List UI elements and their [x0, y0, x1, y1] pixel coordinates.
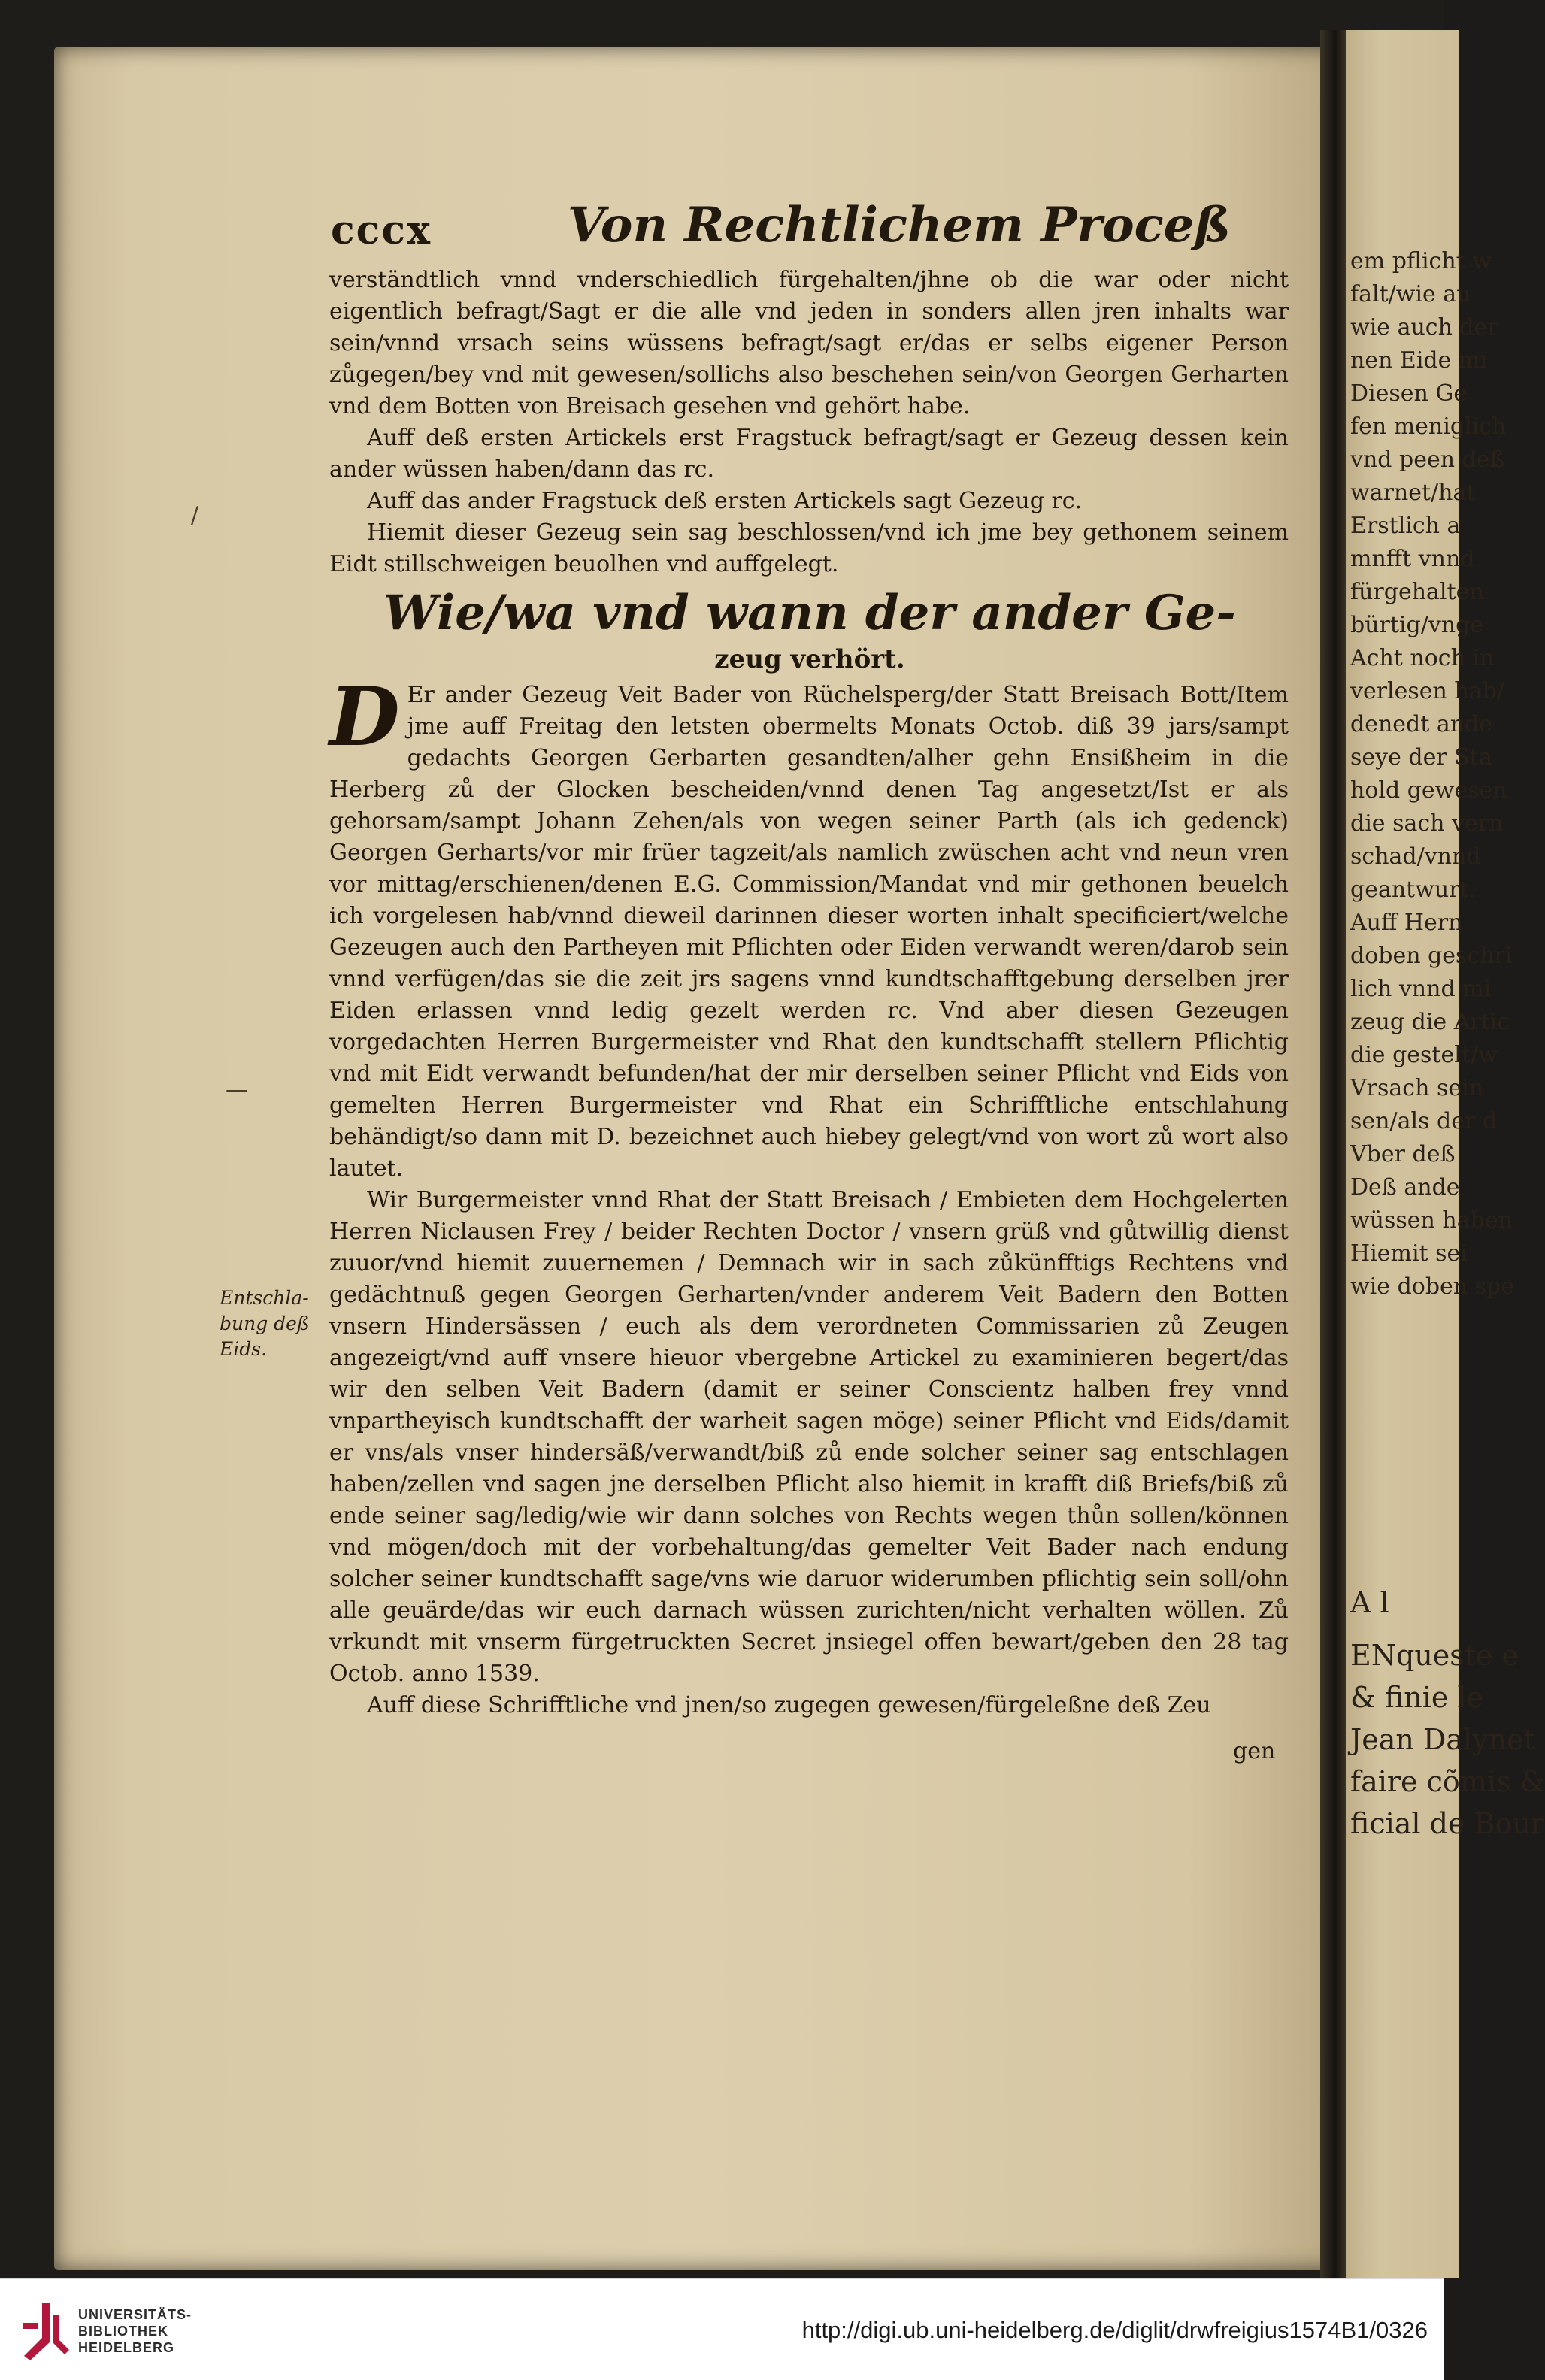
document-url[interactable]: http://digi.ub.uni-heidelberg.de/diglit/drwfreigius1574B1/0326 [801, 2317, 1428, 2343]
facing-page-line: nen Eide mi [1350, 347, 1487, 374]
facing-page-line: falt/wie au [1350, 281, 1471, 307]
facing-page-line: Deß ande [1350, 1174, 1460, 1201]
facing-page-line: schad/vnnd [1350, 843, 1481, 870]
facing-page-line: wüssen haben [1350, 1207, 1513, 1234]
facing-page-line: fürgehalten [1350, 579, 1484, 605]
paragraph [329, 670, 1289, 1185]
facing-page-line: A l [1350, 1586, 1389, 1619]
heidelberg-library-logo-icon [20, 2300, 69, 2360]
facing-page-edge [1346, 30, 1545, 2278]
facing-page-line: geantwurt. [1350, 877, 1477, 903]
facing-page-line: verlesen hab/ [1350, 678, 1504, 704]
facing-page-line: ENqueste e [1350, 1639, 1519, 1672]
facing-page-line: wie doben spe [1350, 1273, 1514, 1300]
facing-page-line: ficial de Bour [1350, 1807, 1545, 1840]
catchword: gen [1233, 1738, 1276, 1764]
paragraph: Auff deß ersten Artickels erst Fragstuck befragt/sagt er Gezeug dessen kein ander wüssen haben/dann das rc. [329, 425, 1289, 483]
facing-page-line: wie auch der [1350, 314, 1498, 341]
paragraph: Auff das ander Fragstuck deß ersten Artickels sagt Gezeug rc. [367, 488, 1083, 514]
paragraph: verständtlich vnnd vnderschiedlich fürgehalten/jhne ob die war oder nicht eigentlich befragt/Sagt er die alle vnd jeden in sonders allen jren inhalts war sein/vnnd vrsach seins wüssens befragt/sagt er/das er selbs eigener Person zůgegen/bey vnd mit gewesen/sollichs also beschehen sein/von Georgen Gerharten vnd dem Botten von Breisach gesehen vnd gehört habe. [329, 267, 1289, 419]
text-main [329, 670, 1289, 1721]
facing-page-line: doben geschri [1350, 943, 1513, 969]
facing-page-line: die gestelt/w [1350, 1042, 1498, 1068]
facing-page-line: vnd peen deß [1350, 447, 1505, 473]
facing-page-line: sen/als der d [1350, 1108, 1498, 1134]
marginal-line: Eids. [220, 1338, 268, 1360]
running-title: Von Rechtlichem Proceß [568, 197, 1231, 253]
facing-page-line: em pflicht w [1350, 248, 1492, 274]
facing-page-line: Erstlich a [1350, 513, 1461, 539]
folio-number: cccx [331, 207, 432, 253]
facing-page-line: fen meniglich [1350, 413, 1507, 440]
facing-page-line: Auff Hern [1350, 910, 1463, 936]
paragraph: Auff diese Schrifftliche vnd jnen/so zugegen gewesen/fürgeleßne deß Zeu [367, 1692, 1211, 1718]
library-line: BIBLIOTHEK [78, 2324, 168, 2339]
marginal-line: bung deß [220, 1313, 310, 1334]
facing-page-line: die sach vern [1350, 810, 1504, 837]
facing-page-line: lich vnnd mi [1350, 976, 1492, 1002]
facing-page-line: Jean Dalynet [1350, 1723, 1535, 1756]
text-top [329, 265, 1289, 580]
footer-bar [0, 2278, 1444, 2380]
library-line: HEIDELBERG [78, 2340, 175, 2355]
facing-page-line: seye der Sta [1350, 744, 1492, 771]
margin-mark-icon: — [226, 1076, 248, 1103]
facing-page-line: Vber deß [1350, 1141, 1456, 1167]
facing-page-line: zeug die Artic [1350, 1009, 1510, 1035]
marginal-line: Entschla- [220, 1287, 309, 1309]
marginal-note [220, 1285, 317, 1362]
facing-page-line: warnet/hat [1350, 480, 1476, 506]
facing-page-line: Hiemit sei [1350, 1240, 1468, 1267]
facing-page-line: denedt ande [1350, 711, 1492, 737]
facing-page-line: Acht noch in [1350, 645, 1495, 671]
heading-main: Wie/wa vnd wann der ander Ge- [383, 585, 1236, 641]
facing-page-line: bürtig/vnge [1350, 612, 1484, 638]
facing-page-line: & finie le [1350, 1681, 1484, 1714]
margin-mark-icon: / [191, 502, 199, 528]
facing-page-line: Vrsach sein [1350, 1075, 1484, 1101]
facing-page-line: hold gewesen [1350, 777, 1507, 804]
library-name [78, 2306, 192, 2356]
drop-cap: D [329, 670, 400, 765]
facing-page-line: Diesen Ge [1350, 380, 1468, 407]
facing-page-line: faire cõmis & [1350, 1765, 1545, 1798]
paragraph-text: Er ander Gezeug Veit Bader von Rüchelsperg/der Statt Breisach Bott/Item jme auff Freitag den letsten obermelts Monats Octob. diß 39 jars/sampt gedachts Georgen Gerbarten gesandten/alher gehn Ensißheim in die Herberg zů der Glocken bescheiden/vnnd denen Tag angesetzt/Ist er als gehorsam/sampt Johann Zehen/als von wegen seiner Parth (als ich gedenck) Georgen Gerharts/vor mir früer tagzeit/als namlich zwüschen acht vnd neun vren vor mittag/erschienen/denen E.G. Commission/Mandat vnd mir gethonen beuelch ich vorgelesen hab/vnnd dieweil darinnen dieser worten inhalt specificiert/welche Gezeugen auch den Partheyen mit Pflichten oder Eiden verwandt weren/darob sein vnnd verfügen/das sie die zeit jrs sagens vnnd kundtschafftgebung derselben jrer Eiden erlassen vnnd ledig gezelt werden rc. Vnd aber diesen Gezeugen vorgedachten Herren Burgermeister vnd Rhat den kundtschafft stellern Pflichtig vnd mit Eidt verwandt befunden/hat der mir derselben seiner Pflicht vnd Eids von gemelten Herren Burgermeister vnd Rhat ein Schrifftliche entschlahung behändigt/so dann mit D. bezeichnet auch hiebey gelegt/vnd von wort zů wort also lautet. [329, 682, 1289, 1182]
paragraph: Hiemit dieser Gezeug sein sag beschlossen/vnd ich jme bey gethonem seinem Eidt stillschweigen beuolhen vnd auffgelegt. [329, 519, 1289, 577]
heading-sub: zeug verhört. [714, 644, 905, 674]
facing-page-line: mnfft vnnd [1350, 546, 1475, 572]
library-line: UNIVERSITÄTS- [78, 2307, 192, 2322]
section-heading [331, 585, 1289, 677]
paragraph: Wir Burgermeister vnnd Rhat der Statt Breisach / Embieten dem Hochgelerten Herren Niclausen Frey / beider Rechten Doctor / vnsern grüß vnd gůtwillig dienst zuuor/vnd hiemit zuuernemen / Demnach wir in sach zůkünfftigs Rechtens vnd gedächtnuß gegen Georgen Gerharten/vnder anderem Veit Badern den Botten vnsern Hindersässen / euch als dem verordneten Commissarien zů Zeugen angezeigt/vnd auff vnsere hieuor vbergebne Artickel zu examinieren begert/das wir den selben Veit Badern (damit er seiner Conscientz halben frey vnnd vnpartheyisch kundtschafft der warheit sagen möge) seiner Pflicht vnd Eids/damit er vns/als vnser hindersäß/verwandt/biß zů ende solcher seiner sag entschlagen haben/zellen vnd sagen jne derselben Pflicht also hiemit in krafft diß Briefs/biß zů ende seiner sag/ledig/wie wir dann solches von Rechts wegen thůn sollen/können vnd mögen/doch mit der vorbehaltung/das gemelter Veit Bader nach endung solcher seiner kundtschafft sage/vns wie daruor widerumben pflichtig sein soll/ohn alle geuärde/das wir euch darnach wüssen zurichten/nicht verhalten wöllen. Zů vrkundt mit vnserm fürgetruckten Secret jnsiegel offen bewart/geben den 28 tag Octob. anno 1539. [329, 1187, 1289, 1687]
